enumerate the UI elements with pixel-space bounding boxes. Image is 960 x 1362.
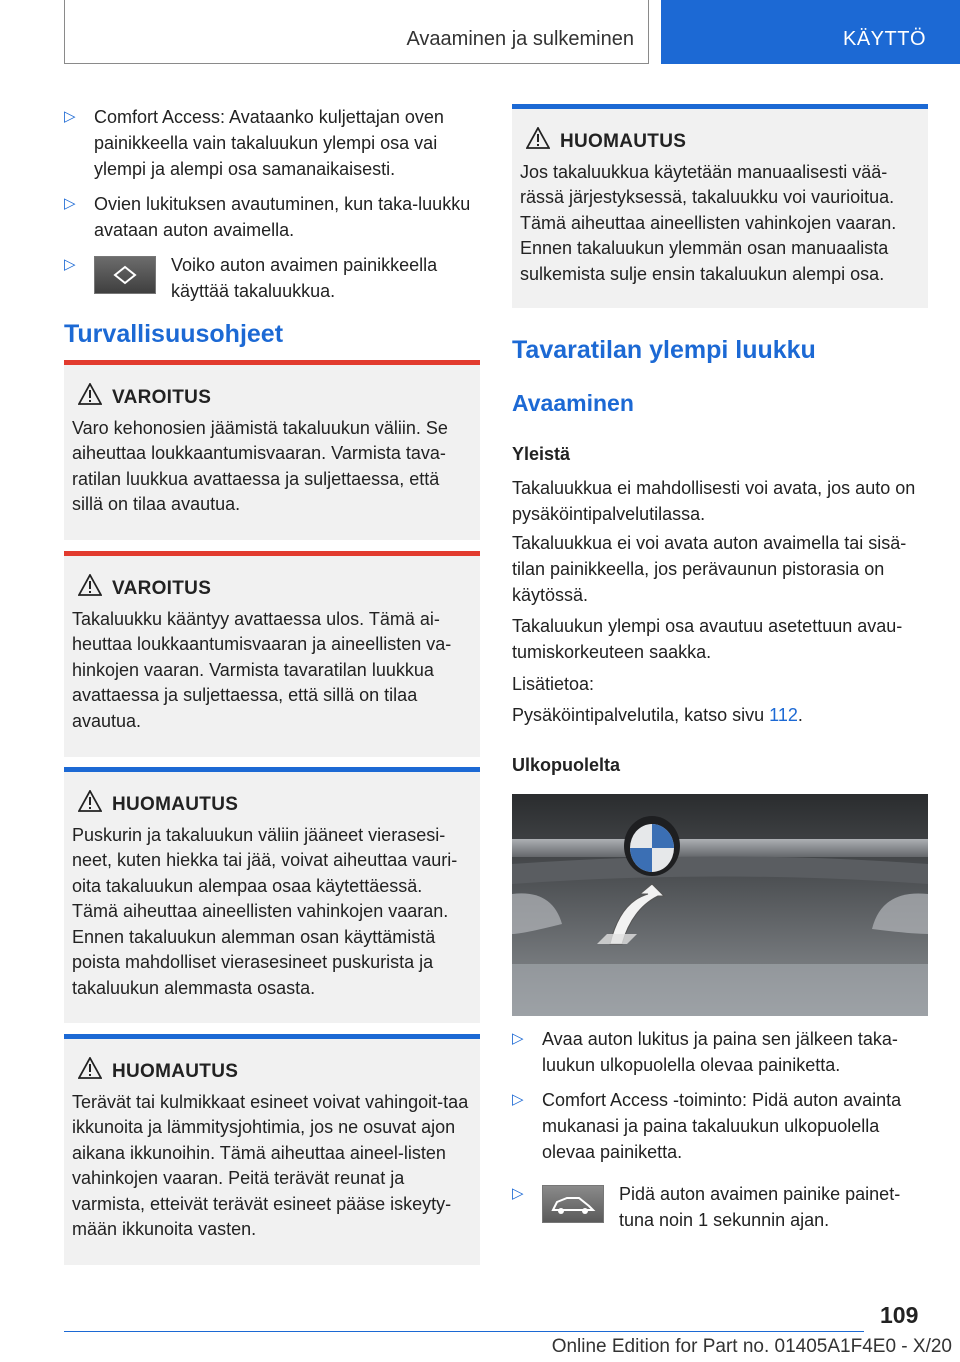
paragraph: Lisätietoa:	[512, 674, 595, 694]
caution-triangle-icon	[78, 790, 102, 812]
subsection-heading: Avaaminen	[512, 390, 634, 416]
caution-triangle-icon	[526, 127, 550, 149]
page-reference-link[interactable]: 112	[769, 705, 798, 725]
warning-box	[64, 360, 480, 540]
chapter-tab	[661, 0, 960, 64]
key-unlock-button-icon	[94, 256, 156, 294]
warning-triangle-icon	[78, 383, 102, 405]
list-item: ▷ Avaa auton lukitus ja paina sen jälkeen taka-luukun ulkopuolella olevaa painiketta.	[512, 1026, 928, 1078]
triangle-bullet-icon: ▷	[64, 256, 76, 273]
paragraph: Takaluukkua ei voi avata auton avaimella tai sisä-tilan painikkeella, jos perävaunun pistorasia on käytössä.	[512, 533, 907, 605]
caution-triangle-icon	[78, 1057, 102, 1079]
warning-text: Varo kehonosien jäämistä takaluukun väliin. Se aiheuttaa loukkaantumisvaaran. Varmista tava-ratilan luukkua avattaessa ja suljettaessa, että sillä on tilaa avautua.	[72, 417, 448, 514]
warning-text: Takaluukku kääntyy avattaessa ulos. Tämä ai-heuttaa loukkaantumisvaaran ja aineellisten va-hinkojen vaaran. Varmista tavaratilan luukkua avattaessa ja suljettaessa, että sillä on tilaa avautua.	[72, 608, 452, 731]
notice-box	[64, 1034, 480, 1265]
general-title: Yleistä	[512, 444, 571, 464]
notice-text: Terävät tai kulmikkaat esineet voivat vahingoit-taa ikkunoita ja lämmitysjohtimia, jos ne osuvat ajon aikana ikkunoihin. Tämä aiheuttaa aineel-listen vahinkojen vaaran. Peitä terävät reunat ja varmista, etteivät terävät esineet pääse iskeyty-mään ikkunoita vasten.	[72, 1091, 469, 1239]
footer-edition: Online Edition for Part no. 01405A1F4E0 - X/20	[551, 1336, 952, 1357]
warning-title: VAROITUS	[112, 387, 212, 408]
footer-divider	[64, 1331, 864, 1332]
triangle-bullet-icon: ▷	[512, 1091, 524, 1108]
outside-title: Ulkopuolelta	[512, 755, 621, 775]
list-item: ▷ Comfort Access -toiminto: Pidä auton avainta mukanasi ja paina takaluukun ulkopuolella olevaa painiketta.	[512, 1087, 928, 1165]
list-item: ▷ Pidä auton avaimen painike painet-tuna noin 1 sekunnin ajan.	[512, 1181, 928, 1233]
triangle-bullet-icon: ▷	[64, 108, 76, 125]
list-item: ▷ Voiko auton avaimen painikkeella käyttää takaluukkua.	[64, 252, 480, 304]
cross-reference: Pysäköintipalvelutila, katso sivu 112.	[512, 705, 803, 725]
warning-box	[64, 551, 480, 757]
paragraph: Takaluukkua ei mahdollisesti voi avata, jos auto on pysäköintipalvelutilassa.	[512, 478, 916, 524]
notice-title: HUOMAUTUS	[560, 131, 687, 152]
warning-triangle-icon	[78, 574, 102, 596]
triangle-bullet-icon: ▷	[512, 1030, 524, 1047]
notice-title: HUOMAUTUS	[112, 794, 239, 815]
safety-heading: Turvallisuusohjeet	[64, 320, 284, 348]
key-tailgate-button-icon	[542, 1185, 604, 1223]
list-item: ▷ Comfort Access: Avataanko kuljettajan oven painikkeella vain takaluukun ylempi osa vai ylempi ja alempi osa samanaikaisesti.	[64, 104, 480, 182]
header-section-title: Avaaminen ja sulkeminen	[406, 28, 634, 50]
left-bullet-list	[64, 104, 480, 313]
warning-title: VAROITUS	[112, 578, 212, 599]
notice-box	[64, 767, 480, 1023]
notice-text: Puskurin ja takaluukun väliin jääneet vierasesi-neet, kuten hiekka tai jää, voivat aiheuttaa vauri-oita takaluukun alempaa osaa käytettäessä. Tämä aiheuttaa aineellisten vahinkojen vaaran. Ennen takaluukun alemman osan käyttämistä poista mahdolliset vierasesineet puskurista ja takaluukun alemmasta osasta.	[72, 824, 458, 998]
tailgate-button-photo	[512, 794, 928, 1016]
triangle-bullet-icon: ▷	[512, 1185, 524, 1202]
notice-title: HUOMAUTUS	[112, 1061, 239, 1082]
notice-box	[512, 104, 928, 308]
paragraph: Takaluukun ylempi osa avautuu asetettuun avau-tumiskorkeuteen saakka.	[512, 616, 903, 662]
section-heading: Tavaratilan ylempi luukku	[512, 336, 816, 364]
triangle-bullet-icon: ▷	[64, 195, 76, 212]
page-number: 109	[880, 1302, 919, 1328]
right-bullet-list	[512, 1026, 928, 1242]
chapter-title: KÄYTTÖ	[842, 28, 926, 50]
list-item: ▷ Ovien lukituksen avautuminen, kun taka-luukku avataan auton avaimella.	[64, 191, 480, 243]
notice-text: Jos takaluukkua käytetään manuaalisesti vää-rässä järjestyksessä, takaluukku voi vaurioitua. Tämä aiheuttaa aineellisten vahinkojen vaaran. Ennen takaluukun ylemmän osan manuaalista sulkemista sulje ensin takaluukun alempi osa.	[520, 161, 897, 284]
header-section-box	[64, 0, 649, 64]
